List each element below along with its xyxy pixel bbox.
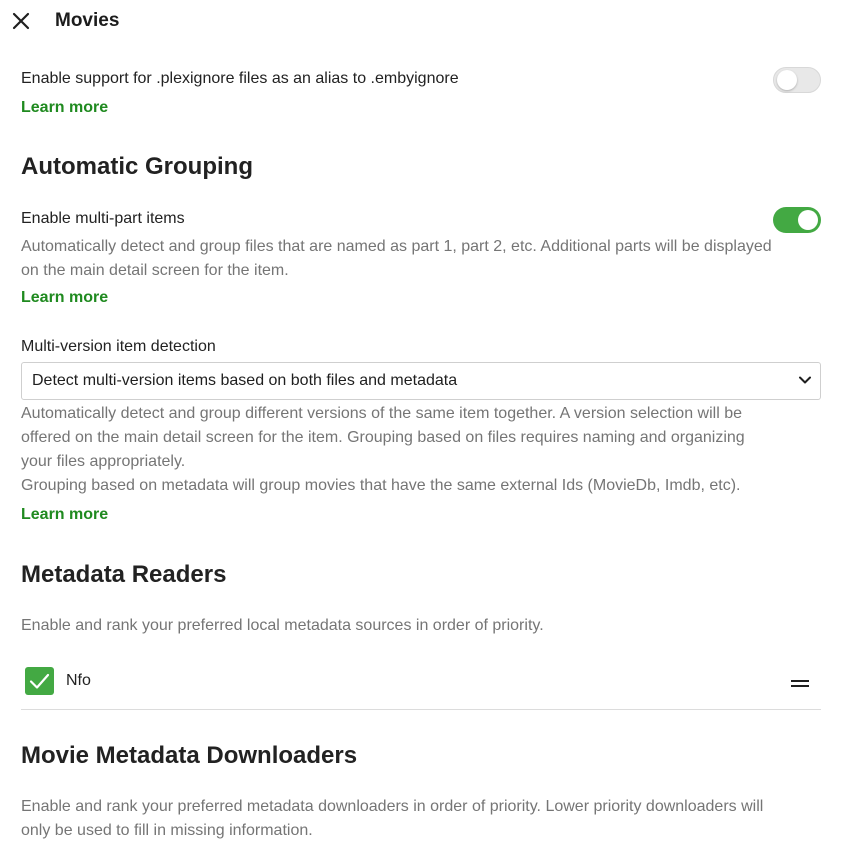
toggle-knob [798,210,818,230]
close-button[interactable] [8,8,34,34]
multipart-label: Enable multi-part items [21,210,185,227]
description-line: offered on the main detail screen for the item. Grouping based on files requires naming and organizing [21,429,745,446]
plexignore-label: Enable support for .plexignore files as an alias to .embyignore [21,70,459,87]
toggle-knob [777,70,797,90]
description-line: Grouping based on metadata will group movies that have the same external Ids (MovieDb, Imdb, etc). [21,477,741,494]
multipart-toggle[interactable] [773,207,821,233]
description-line: only be used to fill in missing information. [21,822,313,839]
close-icon [8,8,34,34]
automatic-grouping-heading: Automatic Grouping [21,153,253,180]
plexignore-learn-more-link[interactable]: Learn more [21,99,109,116]
multiversion-select-value: Detect multi-version items based on both files and metadata [32,372,458,389]
drag-handle-icon [791,679,809,689]
plexignore-toggle[interactable] [773,67,821,93]
metadata-readers-heading: Metadata Readers [21,561,227,588]
checkmark-icon [25,667,54,695]
description-line: your files appropriately. [21,453,186,470]
nfo-checkbox[interactable] [25,667,54,695]
divider [21,709,821,710]
movie-downloaders-description [21,795,763,843]
multipart-description [21,235,772,283]
multiversion-description [21,402,745,498]
page-title: Movies [55,10,120,31]
drag-handle[interactable] [791,676,809,686]
multiversion-select[interactable] [21,362,821,400]
chevron-down-icon [798,373,812,387]
multiversion-label: Multi-version item detection [21,338,216,355]
metadata-readers-description: Enable and rank your preferred local metadata sources in order of priority. [21,617,544,634]
movie-downloaders-heading: Movie Metadata Downloaders [21,742,358,769]
multiversion-learn-more-link[interactable]: Learn more [21,506,109,523]
description-line: Enable and rank your preferred metadata downloaders in order of priority. Lower priority downloaders will [21,798,764,815]
description-line: Automatically detect and group different versions of the same item together. A version selection will be [21,405,742,422]
multipart-learn-more-link[interactable]: Learn more [21,289,109,306]
description-line: on the main detail screen for the item. [21,262,289,279]
nfo-label: Nfo [66,672,91,689]
description-line: Automatically detect and group files that are named as part 1, part 2, etc. Additional parts will be displayed [21,238,772,255]
